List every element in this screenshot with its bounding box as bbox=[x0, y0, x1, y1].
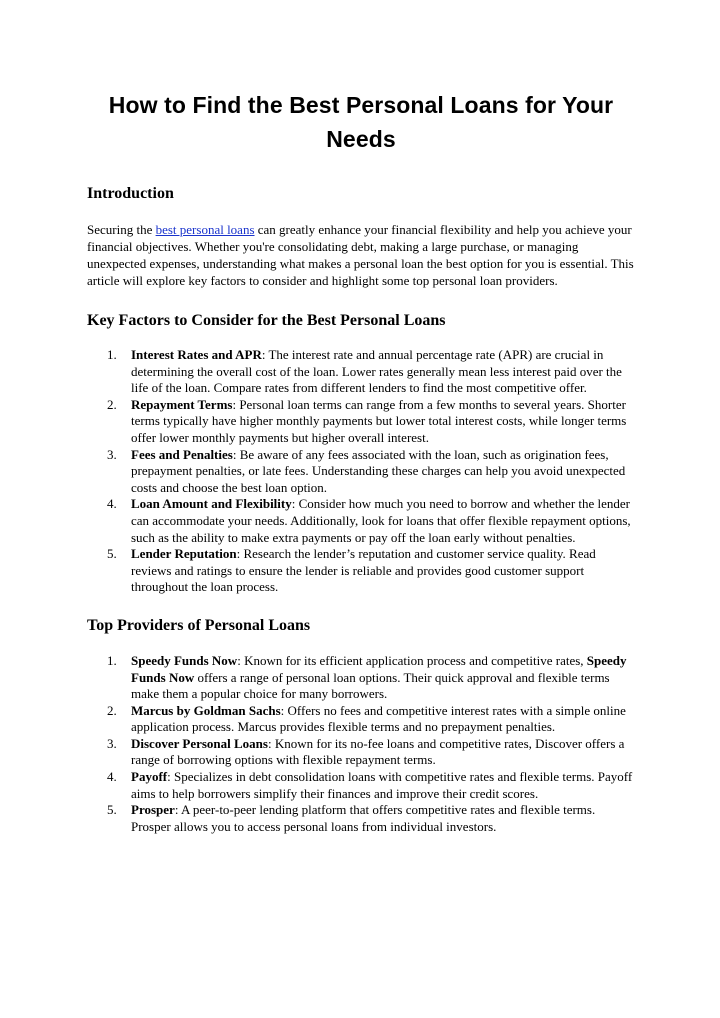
intro-text-start: Securing the bbox=[87, 222, 156, 237]
factor-term: Interest Rates and APR bbox=[131, 347, 262, 362]
best-personal-loans-link[interactable]: best personal loans bbox=[155, 222, 255, 237]
list-item bbox=[87, 653, 635, 703]
list-number: 1. bbox=[107, 652, 117, 668]
provider-name: Marcus by Goldman Sachs bbox=[131, 702, 281, 718]
provider-text: : A peer-to-peer lending platform that offers competitive rates and flexible terms. Prosper allows you to access personal loans from individual investors. bbox=[131, 802, 596, 834]
list-number: 4. bbox=[107, 769, 117, 785]
page-title: How to Find the Best Personal Loans for Your Needs bbox=[108, 92, 614, 152]
provider-name: Prosper bbox=[131, 802, 175, 818]
factor-term: Fees and Penalties bbox=[131, 446, 233, 462]
provider-text: : Known for its no-fee loans and competitive rates, Discover offers a range of borrowing options with flexible repayment terms. bbox=[131, 735, 625, 768]
providers-list bbox=[87, 653, 635, 836]
list-item bbox=[87, 347, 635, 397]
list-number: 5. bbox=[107, 546, 117, 562]
provider-name: Speedy Funds Now bbox=[131, 652, 238, 668]
list-number: 2. bbox=[107, 396, 117, 412]
provider-text: : Known for its efficient application process and competitive rates, bbox=[237, 652, 587, 668]
factor-term: Lender Reputation bbox=[131, 546, 237, 562]
list-item bbox=[87, 496, 635, 546]
document-page bbox=[87, 88, 635, 835]
list-number: 3. bbox=[107, 446, 117, 462]
factor-text: : Consider how much you need to borrow and whether the lender can accommodate your needs. Additionally, look for loans that offer flexible repayment options, such as the ability to make extra payments or pay off the loan early without penalties. bbox=[131, 496, 631, 545]
factor-text: : Research the lender’s reputation and customer service quality. Read reviews and ratings to ensure the lender is reliable and provides good customer support throughout the loan process. bbox=[131, 546, 596, 595]
factor-term: Repayment Terms bbox=[131, 396, 233, 412]
intro-heading: Introduction bbox=[87, 185, 174, 202]
list-item bbox=[87, 703, 635, 736]
list-number: 4. bbox=[107, 496, 117, 512]
list-number: 5. bbox=[107, 802, 117, 818]
list-item bbox=[87, 447, 635, 497]
provider-text: : Specializes in debt consolidation loans with competitive rates and flexible terms. Payoff aims to help borrowers simplify their finances and improve their credit scores. bbox=[131, 769, 633, 801]
provider-text: : Offers no fees and competitive interest rates with a simple online application process. Marcus provides flexible terms and no prepayment penalties. bbox=[131, 702, 626, 735]
list-number: 1. bbox=[107, 347, 117, 362]
list-number: 2. bbox=[107, 702, 117, 718]
provider-name: Discover Personal Loans bbox=[131, 735, 268, 751]
factor-text: : The interest rate and annual percentage rate (APR) are crucial in determining the overall cost of the loan. Lower rates generally mean less interest paid over the life of the loan. Compare rates from different lenders to find the most competitive offer. bbox=[131, 347, 622, 396]
provider-name: Payoff bbox=[131, 769, 168, 785]
factor-text: : Be aware of any fees associated with the loan, such as origination fees, prepayment penalties, or late fees. Understanding these charges can help you avoid unexpected costs and choose the best loan option. bbox=[131, 446, 626, 495]
list-number: 3. bbox=[107, 735, 117, 751]
providers-heading: Top Providers of Personal Loans bbox=[87, 616, 311, 634]
factor-term: Loan Amount and Flexibility bbox=[131, 496, 292, 512]
provider-name-inline: Speedy Funds Now bbox=[131, 652, 627, 685]
list-item bbox=[87, 397, 635, 447]
list-item bbox=[87, 546, 635, 596]
list-item bbox=[87, 769, 635, 802]
factor-text: : Personal loan terms can range from a few months to several years. Shorter terms typically have higher monthly payments but lower total interest costs, while longer terms offer lower monthly payments but higher overall interest. bbox=[131, 396, 627, 445]
list-item bbox=[87, 736, 635, 769]
intro-paragraph bbox=[87, 221, 635, 289]
factors-list bbox=[87, 347, 635, 596]
list-item bbox=[87, 802, 635, 835]
factors-heading: Key Factors to Consider for the Best Personal Loans bbox=[87, 312, 446, 329]
provider-text-continued: offers a range of personal loan options. Their quick approval and flexible terms make them a popular choice for many borrowers. bbox=[131, 669, 610, 702]
intro-text-end: can greatly enhance your financial flexibility and help you achieve your financial objectives. Whether you're consolidating debt, making a large purchase, or managing unexpected expenses, understanding what makes a personal loan the best option for you is essential. This article will explore key factors to consider and highlight some top personal loan providers. bbox=[87, 222, 634, 288]
